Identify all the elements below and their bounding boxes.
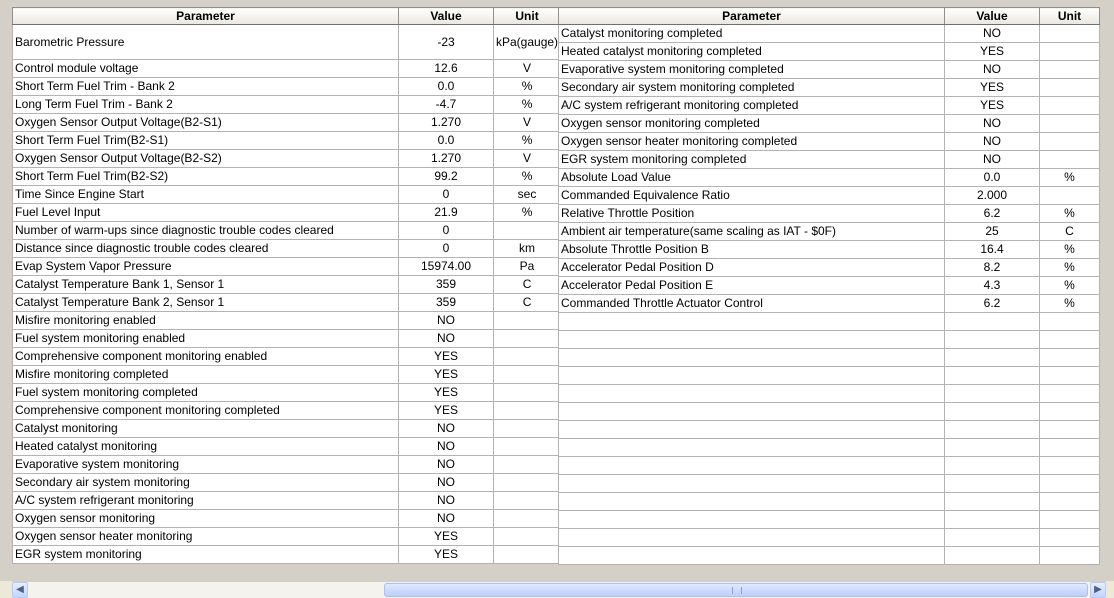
value-cell: YES [945,79,1040,97]
value-cell: YES [945,97,1040,115]
empty-cell [945,331,1040,349]
unit-cell: Pa [494,258,561,276]
unit-cell [494,546,561,564]
parameter-cell: Evap System Vapor Pressure [13,258,399,276]
parameter-cell: Misfire monitoring completed [13,366,399,384]
unit-cell [1040,115,1100,133]
parameter-cell: Comprehensive component monitoring completed [13,402,399,420]
parameter-cell: Accelerator Pedal Position D [559,259,945,277]
empty-cell [559,349,945,367]
parameter-cell: Long Term Fuel Trim - Bank 2 [13,96,399,114]
empty-cell [945,421,1040,439]
unit-cell [1040,133,1100,151]
table-row[interactable] [559,169,1100,187]
empty-row [559,439,1100,457]
parameter-cell: Accelerator Pedal Position E [559,277,945,295]
unit-cell [494,420,561,438]
parameter-cell: Control module voltage [13,60,399,78]
empty-cell [1040,385,1100,403]
value-cell: 0 [399,222,494,240]
empty-row [559,457,1100,475]
table-row[interactable] [559,79,1100,97]
value-cell: NO [945,61,1040,79]
right-unit-header[interactable]: Unit [1040,8,1100,25]
parameter-cell: Oxygen sensor heater monitoring [13,528,399,546]
value-cell: 0.0 [399,78,494,96]
value-cell: NO [945,25,1040,43]
unit-cell: % [1040,241,1100,259]
unit-cell [494,384,561,402]
value-cell: 0 [399,240,494,258]
value-cell: NO [399,510,494,528]
parameter-cell: Oxygen sensor monitoring completed [559,115,945,133]
table-row[interactable] [13,366,561,384]
value-cell: YES [399,384,494,402]
value-cell: NO [399,312,494,330]
parameter-cell: A/C system refrigerant monitoring completed [559,97,945,115]
unit-cell: V [494,60,561,78]
scrollbar-thumb[interactable] [384,583,1088,597]
value-cell: 1.270 [399,114,494,132]
empty-cell [945,403,1040,421]
unit-cell: % [494,204,561,222]
unit-cell [1040,187,1100,205]
empty-cell [559,385,945,403]
table-row[interactable] [13,492,561,510]
parameter-cell: A/C system refrigerant monitoring [13,492,399,510]
empty-cell [945,349,1040,367]
table-row[interactable] [13,240,561,258]
table-row[interactable] [13,474,561,492]
value-cell: YES [399,528,494,546]
empty-cell [945,457,1040,475]
empty-cell [1040,475,1100,493]
table-row[interactable] [13,60,561,78]
parameter-cell: Barometric Pressure [13,25,399,60]
unit-cell: % [1040,169,1100,187]
scroll-left-button[interactable] [12,582,28,598]
empty-row [559,529,1100,547]
parameter-cell: Evaporative system monitoring completed [559,61,945,79]
value-cell: -23 [399,25,494,60]
parameter-cell: Short Term Fuel Trim(B2-S1) [13,132,399,150]
grip-icon [732,587,742,594]
table-row[interactable] [13,510,561,528]
value-cell: YES [399,348,494,366]
unit-cell: % [1040,205,1100,223]
empty-row [559,385,1100,403]
empty-cell [945,529,1040,547]
value-cell: NO [399,492,494,510]
value-cell: 2.000 [945,187,1040,205]
parameter-cell: Fuel system monitoring enabled [13,330,399,348]
empty-cell [1040,367,1100,385]
left-parameter-header[interactable]: Parameter [13,8,399,25]
table-row[interactable] [13,456,561,474]
unit-cell [1040,79,1100,97]
table-row[interactable] [13,168,561,186]
unit-cell [494,366,561,384]
unit-cell: kPa(gauge) [494,25,561,60]
parameter-cell: Commanded Equivalence Ratio [559,187,945,205]
parameter-cell: Catalyst monitoring completed [559,25,945,43]
empty-cell [1040,331,1100,349]
value-cell: 4.3 [945,277,1040,295]
table-row[interactable] [13,222,561,240]
unit-cell [494,492,561,510]
unit-cell [494,528,561,546]
unit-cell: % [494,78,561,96]
table-row[interactable] [559,205,1100,223]
value-cell: YES [399,546,494,564]
table-row[interactable] [13,78,561,96]
table-row[interactable] [13,204,561,222]
table-row[interactable] [559,25,1100,43]
table-row[interactable] [13,528,561,546]
empty-cell [945,493,1040,511]
table-row[interactable] [559,187,1100,205]
parameter-cell: Distance since diagnostic trouble codes cleared [13,240,399,258]
right-value-header[interactable]: Value [945,8,1040,25]
empty-cell [559,331,945,349]
empty-cell [1040,457,1100,475]
unit-cell: C [494,294,561,312]
table-row[interactable] [559,115,1100,133]
value-cell: 21.9 [399,204,494,222]
unit-cell: % [1040,277,1100,295]
empty-cell [1040,511,1100,529]
empty-cell [945,367,1040,385]
value-cell: YES [945,43,1040,61]
table-row[interactable] [13,312,561,330]
unit-cell [494,330,561,348]
table-row[interactable] [559,133,1100,151]
unit-cell: % [494,168,561,186]
empty-cell [559,511,945,529]
value-cell: NO [945,133,1040,151]
value-cell: NO [399,438,494,456]
table-row[interactable] [559,241,1100,259]
unit-cell [494,222,561,240]
unit-cell: % [1040,259,1100,277]
table-row[interactable] [13,420,561,438]
value-cell: NO [399,474,494,492]
parameter-cell: Catalyst monitoring [13,420,399,438]
value-cell: 99.2 [399,168,494,186]
empty-cell [1040,421,1100,439]
value-cell: YES [399,402,494,420]
unit-cell [494,456,561,474]
parameter-cell: Catalyst Temperature Bank 2, Sensor 1 [13,294,399,312]
value-cell: 359 [399,276,494,294]
empty-row [559,511,1100,529]
value-cell: 12.6 [399,60,494,78]
table-row[interactable] [13,258,561,276]
parameter-cell: Secondary air system monitoring [13,474,399,492]
parameter-cell: Fuel Level Input [13,204,399,222]
unit-cell [494,348,561,366]
scroll-right-button[interactable] [1090,582,1106,598]
empty-cell [1040,493,1100,511]
empty-cell [945,439,1040,457]
parameter-cell: Number of warm-ups since diagnostic trouble codes cleared [13,222,399,240]
empty-cell [945,385,1040,403]
unit-cell [494,474,561,492]
table-row[interactable] [13,384,561,402]
parameter-cell: Oxygen Sensor Output Voltage(B2-S2) [13,150,399,168]
parameter-cell: Ambient air temperature(same scaling as IAT - $0F) [559,223,945,241]
unit-cell [1040,25,1100,43]
unit-cell [1040,43,1100,61]
left-header-row [13,8,561,25]
value-cell: 16.4 [945,241,1040,259]
table-row[interactable] [13,96,561,114]
parameter-cell: Oxygen sensor heater monitoring completed [559,133,945,151]
parameter-cell: Absolute Load Value [559,169,945,187]
empty-row [559,475,1100,493]
unit-cell: sec [494,186,561,204]
table-row[interactable] [13,348,561,366]
value-cell: 15974.00 [399,258,494,276]
table-row[interactable] [13,25,561,60]
value-cell: 8.2 [945,259,1040,277]
arrow-right-icon: ▶ [1094,584,1102,595]
empty-cell [1040,529,1100,547]
parameter-cell: Oxygen Sensor Output Voltage(B2-S1) [13,114,399,132]
parameter-cell: Commanded Throttle Actuator Control [559,295,945,313]
parameter-cell: Secondary air system monitoring completed [559,79,945,97]
table-row[interactable] [13,114,561,132]
parameter-cell: Time Since Engine Start [13,186,399,204]
empty-cell [945,313,1040,331]
value-cell: 25 [945,223,1040,241]
empty-row [559,547,1100,565]
unit-cell [494,402,561,420]
unit-cell [494,510,561,528]
empty-cell [559,529,945,547]
empty-cell [559,493,945,511]
empty-row [559,493,1100,511]
value-cell: 0.0 [945,169,1040,187]
empty-cell [559,547,945,565]
parameter-cell: Misfire monitoring enabled [13,312,399,330]
right-header-row [559,8,1100,25]
parameter-cell: Fuel system monitoring completed [13,384,399,402]
empty-cell [559,421,945,439]
unit-cell: % [494,96,561,114]
unit-cell: V [494,150,561,168]
parameter-cell: Oxygen sensor monitoring [13,510,399,528]
table-row[interactable] [13,132,561,150]
unit-cell: km [494,240,561,258]
parameter-cell: Absolute Throttle Position B [559,241,945,259]
unit-cell [1040,97,1100,115]
empty-cell [945,475,1040,493]
table-row[interactable] [13,276,561,294]
unit-cell: C [1040,223,1100,241]
value-cell: 0 [399,186,494,204]
value-cell: 0.0 [399,132,494,150]
table-row[interactable] [559,61,1100,79]
empty-cell [559,457,945,475]
unit-cell [1040,151,1100,169]
empty-cell [559,313,945,331]
empty-cell [1040,313,1100,331]
empty-cell [1040,547,1100,565]
value-cell: 6.2 [945,295,1040,313]
value-cell: NO [399,420,494,438]
horizontal-scrollbar[interactable] [12,581,1106,598]
unit-cell [494,438,561,456]
table-row[interactable] [13,402,561,420]
unit-cell: % [1040,295,1100,313]
left-value-header[interactable]: Value [399,8,494,25]
empty-row [559,331,1100,349]
empty-row [559,403,1100,421]
table-row[interactable] [13,438,561,456]
table-row[interactable] [559,277,1100,295]
parameter-cell: Relative Throttle Position [559,205,945,223]
empty-cell [559,475,945,493]
value-cell: YES [399,366,494,384]
parameter-cell: Heated catalyst monitoring [13,438,399,456]
value-cell: NO [945,151,1040,169]
unit-cell: C [494,276,561,294]
parameter-cell: Short Term Fuel Trim - Bank 2 [13,78,399,96]
empty-cell [1040,439,1100,457]
table-row[interactable] [559,295,1100,313]
parameter-cell: Evaporative system monitoring [13,456,399,474]
table-row[interactable] [13,546,561,564]
parameter-cell: EGR system monitoring [13,546,399,564]
unit-cell: V [494,114,561,132]
left-parameter-table [12,7,561,564]
value-cell: 359 [399,294,494,312]
table-row[interactable] [559,97,1100,115]
empty-row [559,367,1100,385]
table-row[interactable] [13,186,561,204]
arrow-left-icon: ◀ [16,584,24,595]
table-row[interactable] [13,294,561,312]
table-row[interactable] [559,223,1100,241]
right-parameter-header[interactable]: Parameter [559,8,945,25]
parameter-cell: EGR system monitoring completed [559,151,945,169]
empty-cell [1040,349,1100,367]
table-row[interactable] [559,43,1100,61]
empty-cell [559,439,945,457]
empty-cell [1040,403,1100,421]
unit-cell [1040,61,1100,79]
value-cell: NO [399,456,494,474]
empty-row [559,349,1100,367]
table-row[interactable] [559,259,1100,277]
value-cell: -4.7 [399,96,494,114]
empty-row [559,313,1100,331]
unit-cell [494,312,561,330]
empty-cell [945,547,1040,565]
table-row[interactable] [13,150,561,168]
empty-cell [559,403,945,421]
table-row[interactable] [559,151,1100,169]
empty-cell [559,367,945,385]
left-unit-header[interactable]: Unit [494,8,561,25]
right-parameter-table [558,7,1100,565]
parameter-cell: Catalyst Temperature Bank 1, Sensor 1 [13,276,399,294]
parameter-cell: Short Term Fuel Trim(B2-S2) [13,168,399,186]
value-cell: NO [399,330,494,348]
empty-cell [945,511,1040,529]
parameter-cell: Heated catalyst monitoring completed [559,43,945,61]
value-cell: NO [945,115,1040,133]
empty-row [559,421,1100,439]
parameter-cell: Comprehensive component monitoring enabled [13,348,399,366]
table-row[interactable] [13,330,561,348]
unit-cell: % [494,132,561,150]
value-cell: 6.2 [945,205,1040,223]
value-cell: 1.270 [399,150,494,168]
